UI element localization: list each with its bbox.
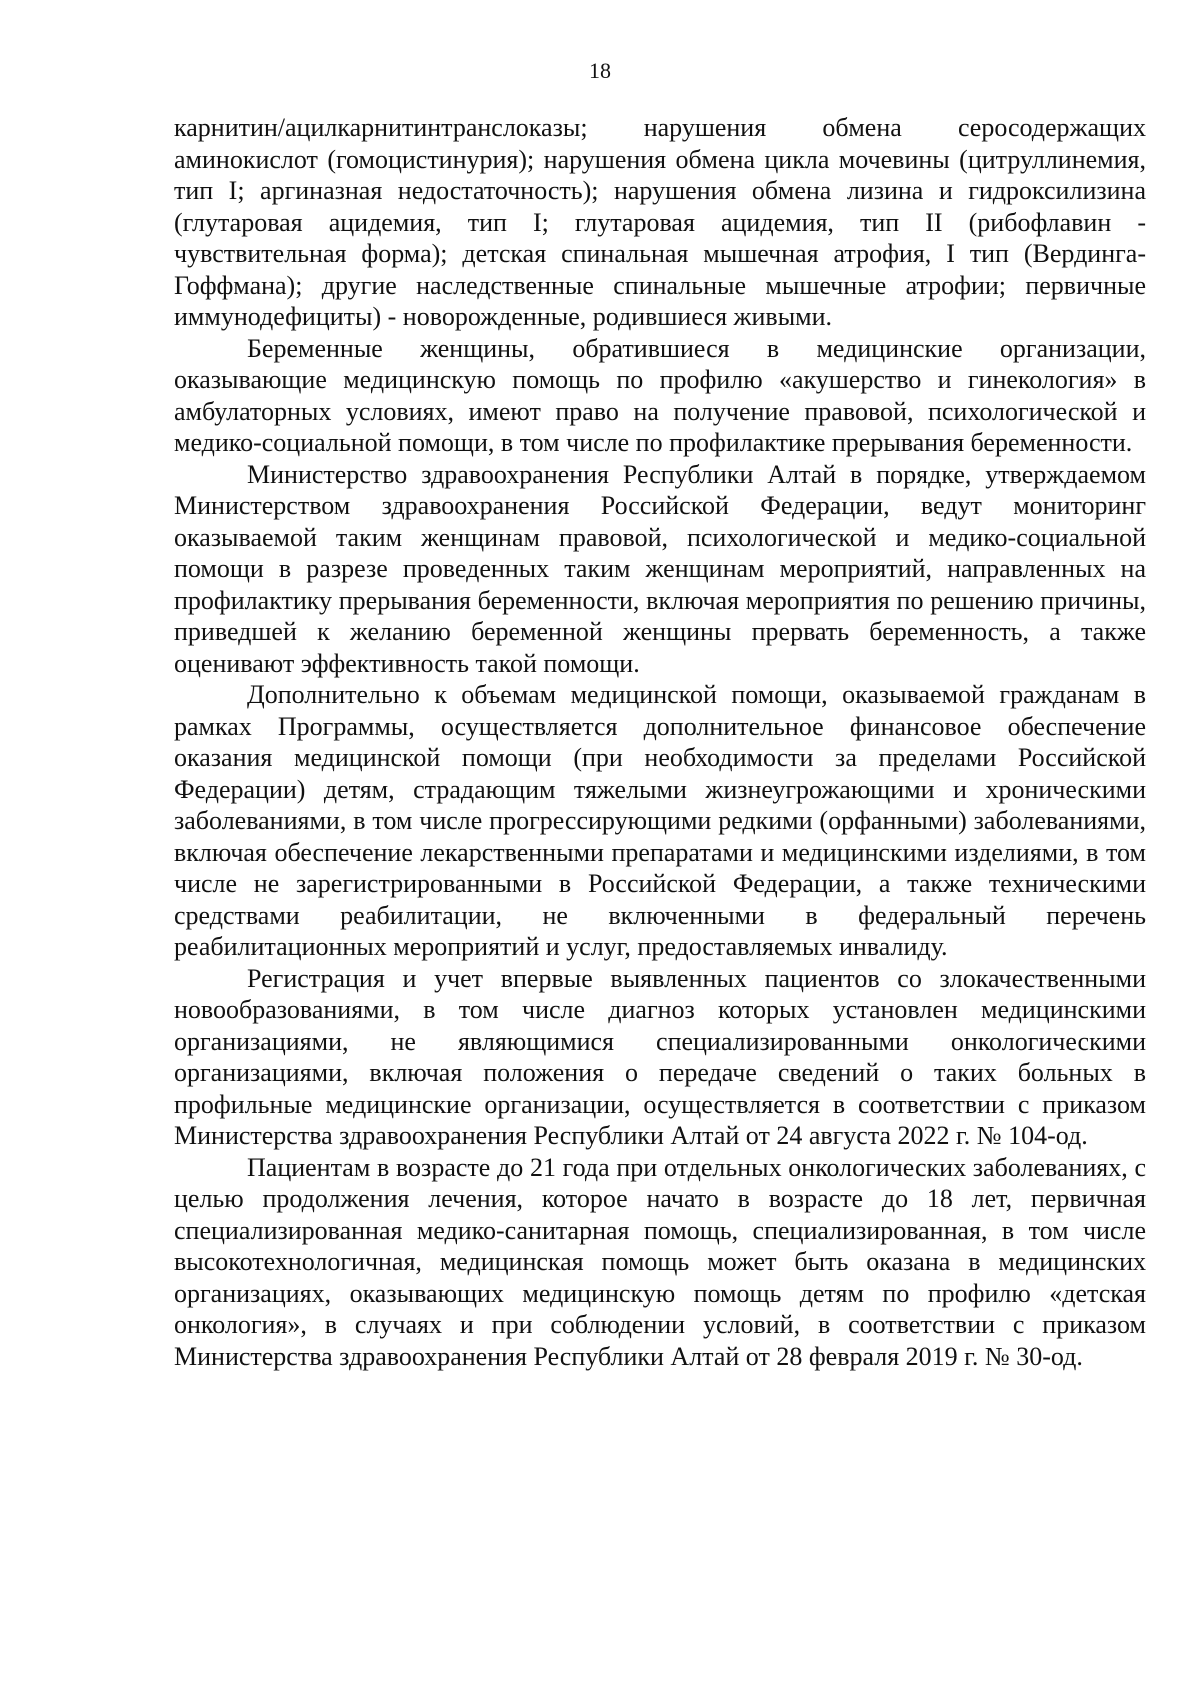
page-number: 18 (589, 58, 611, 83)
paragraph-continuation-metabolic-disorders: карнитин/ацилкарнитинтранслоказы; нарушения обмена серосодержащих аминокислот (гомоцистинурия); нарушения обмена цикла мочевины (цитруллинемия, тип I; аргиназная недостаточность); нарушения обмена лизина и гидроксилизина (глутаровая ацидемия, тип I; глутаровая ацидемия, тип II (рибофлавин - чувствительная форма); детская спинальная мышечная атрофия, I тип (Вердинга-Гоффмана); другие наследственные спинальные мышечные атрофии; первичные иммунодефициты) - новорожденные, родившиеся живыми. (174, 113, 1146, 331)
paragraph-pregnant-women-assistance: Беременные женщины, обратившиеся в медицинские организации, оказывающие медицинскую помощь по профилю «акушерство и гинекология» в амбулаторных условиях, имеют право на получение правовой, психологической и медико-социальной помощи, в том числе по профилактике прерывания беременности. (174, 333, 1146, 457)
paragraph-oncology-registration: Регистрация и учет впервые выявленных пациентов со злокачественными новообразованиями, в том числе диагноз которых установлен медицинскими организациями, не являющимися специализированными онкологическими организациями, включая положения о передаче сведений о таких больных в профильные медицинские организации, осуществляется в соответствии с приказом Министерства здравоохранения Республики Алтай от 24 августа 2022 г. № 104-од. (174, 963, 1146, 1150)
paragraph-additional-financing-children: Дополнительно к объемам медицинской помощи, оказываемой гражданам в рамках Программы, осуществляется дополнительное финансовое обеспечение оказания медицинской помощи (при необходимости за пределами Российской Федерации) детям, страдающим тяжелыми жизнеугрожающими и хроническими заболеваниями, в том числе прогрессирующими редкими (орфанными) заболеваниями, включая обеспечение лекарственными препаратами и медицинскими изделиями, в том числе не зарегистрированными в Российской Федерации, а также техническими средствами реабилитации, не включенными в федеральный перечень реабилитационных мероприятий и услуг, предоставляемых инвалиду. (174, 680, 1146, 961)
document-body (174, 112, 1146, 1372)
paragraph-patients-under-21-oncology: Пациентам в возрасте до 21 года при отдельных онкологических заболеваниях, с целью продолжения лечения, которое начато в возрасте до 18 лет, первичная специализированная медико-санитарная помощь, специализированная, в том числе высокотехнологичная, медицинская помощь может быть оказана в медицинских организациях, оказывающих медицинскую помощь детям по профилю «детская онкология», в случаях и при соблюдении условий, в соответствии с приказом Министерства здравоохранения Республики Алтай от 28 февраля 2019 г. № 30-од. (174, 1152, 1146, 1371)
paragraph-ministry-monitoring: Министерство здравоохранения Республики Алтай в порядке, утверждаемом Министерством здравоохранения Российской Федерации, ведут мониторинг оказываемой таким женщинам правовой, психологической и медико-социальной помощи в разрезе проведенных таким женщинам мероприятий, направленных на профилактику прерывания беременности, включая мероприятия по решению причины, приведшей к желанию беременной женщины прервать беременность, а также оценивают эффективность такой помощи. (174, 459, 1146, 678)
